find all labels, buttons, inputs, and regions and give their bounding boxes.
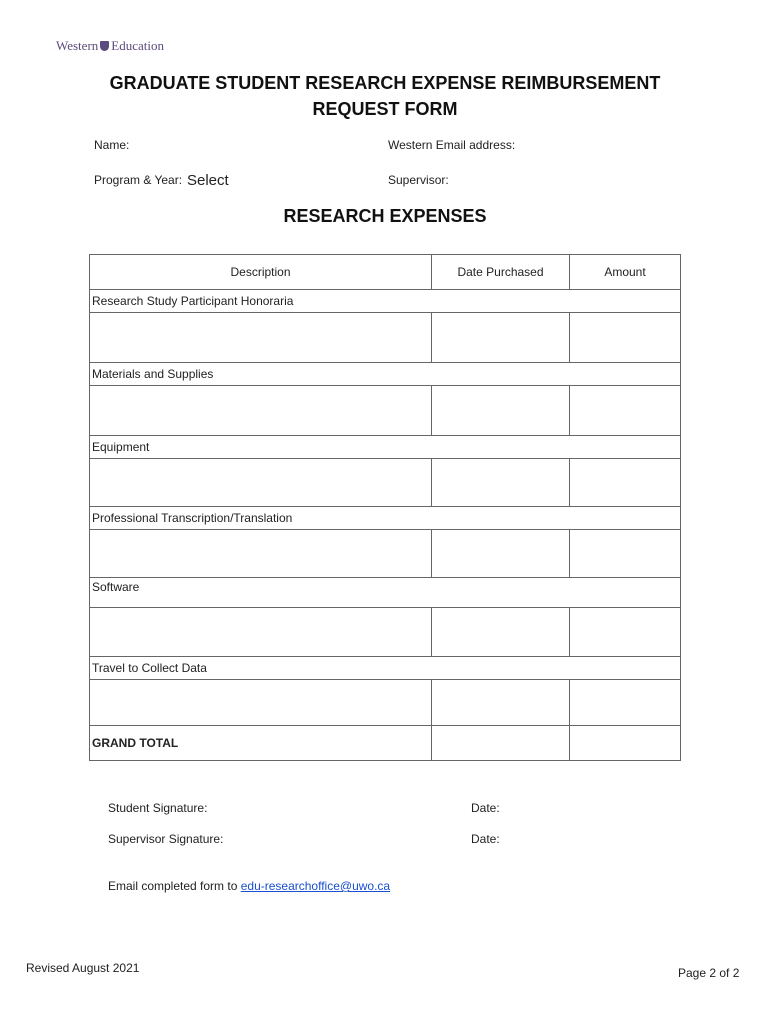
entry-row (90, 386, 681, 436)
research-office-email-link[interactable]: edu-researchoffice@uwo.ca (240, 879, 391, 893)
category-row (90, 578, 681, 608)
supervisor-signature-label: Supervisor Signature: (108, 832, 224, 846)
category-row (90, 290, 681, 313)
header-amount: Amount (570, 255, 681, 290)
supervisor-signature-field[interactable] (222, 829, 452, 847)
amount-cell[interactable] (570, 386, 681, 436)
category-label: Professional Transcription/Translation (90, 507, 681, 530)
category-row (90, 507, 681, 530)
category-row (90, 436, 681, 459)
research-expenses-title: RESEARCH EXPENSES (283, 206, 487, 226)
expenses-table (89, 254, 681, 761)
revised-date: Revised August 2021 (26, 961, 140, 975)
category-label: Software (90, 578, 681, 608)
student-date-label: Date: (471, 801, 500, 815)
email-label: Western Email address: (388, 138, 516, 152)
form-title-line1: GRADUATE STUDENT RESEARCH EXPENSE REIMBURSEMENT (109, 73, 661, 93)
student-signature-field[interactable] (210, 798, 450, 816)
amount-cell[interactable] (570, 313, 681, 363)
student-date-field[interactable] (505, 798, 675, 816)
amount-cell[interactable] (570, 680, 681, 726)
entry-row (90, 608, 681, 657)
amount-cell[interactable] (570, 459, 681, 507)
description-cell[interactable] (90, 459, 432, 507)
description-cell[interactable] (90, 608, 432, 657)
email-field[interactable] (512, 136, 712, 154)
amount-cell[interactable] (570, 530, 681, 578)
logo-text-education: Education (111, 38, 164, 53)
form-title-line2: REQUEST FORM (312, 99, 458, 119)
entry-row (90, 459, 681, 507)
grand-total-row (90, 726, 681, 761)
email-note (108, 879, 390, 893)
description-cell[interactable] (90, 680, 432, 726)
student-signature-label: Student Signature: (108, 801, 208, 815)
header-date-purchased: Date Purchased (432, 255, 570, 290)
name-label: Name: (94, 138, 130, 152)
program-year-select[interactable]: Select (187, 172, 229, 189)
description-cell[interactable] (90, 313, 432, 363)
grand-total-label: GRAND TOTAL (90, 726, 432, 761)
category-label: Research Study Participant Honoraria (90, 290, 681, 313)
supervisor-label: Supervisor: (388, 173, 449, 187)
page-number: Page 2 of 2 (678, 966, 740, 980)
email-note-prefix: Email completed form to (108, 879, 241, 893)
entry-row (90, 530, 681, 578)
grand-total-amount-cell[interactable] (570, 726, 681, 761)
western-education-logo (56, 38, 164, 54)
crest-icon (100, 41, 109, 51)
supervisor-date-field[interactable] (505, 829, 675, 847)
supervisor-date-label: Date: (471, 832, 500, 846)
description-cell[interactable] (90, 386, 432, 436)
amount-cell[interactable] (570, 608, 681, 657)
grand-total-date-cell (432, 726, 570, 761)
logo-text-western: Western (56, 38, 99, 53)
category-row (90, 657, 681, 680)
program-year-label: Program & Year: (94, 173, 183, 187)
date-cell[interactable] (432, 313, 570, 363)
category-label: Materials and Supplies (90, 363, 681, 386)
category-label: Travel to Collect Data (90, 657, 681, 680)
category-row (90, 363, 681, 386)
entry-row (90, 680, 681, 726)
date-cell[interactable] (432, 530, 570, 578)
date-cell[interactable] (432, 608, 570, 657)
table-header-row (90, 255, 681, 290)
category-label: Equipment (90, 436, 681, 459)
date-cell[interactable] (432, 680, 570, 726)
header-description: Description (90, 255, 432, 290)
date-cell[interactable] (432, 459, 570, 507)
name-field[interactable] (130, 136, 370, 154)
form-title (80, 70, 690, 122)
supervisor-field[interactable] (450, 171, 690, 189)
entry-row (90, 313, 681, 363)
date-cell[interactable] (432, 386, 570, 436)
description-cell[interactable] (90, 530, 432, 578)
